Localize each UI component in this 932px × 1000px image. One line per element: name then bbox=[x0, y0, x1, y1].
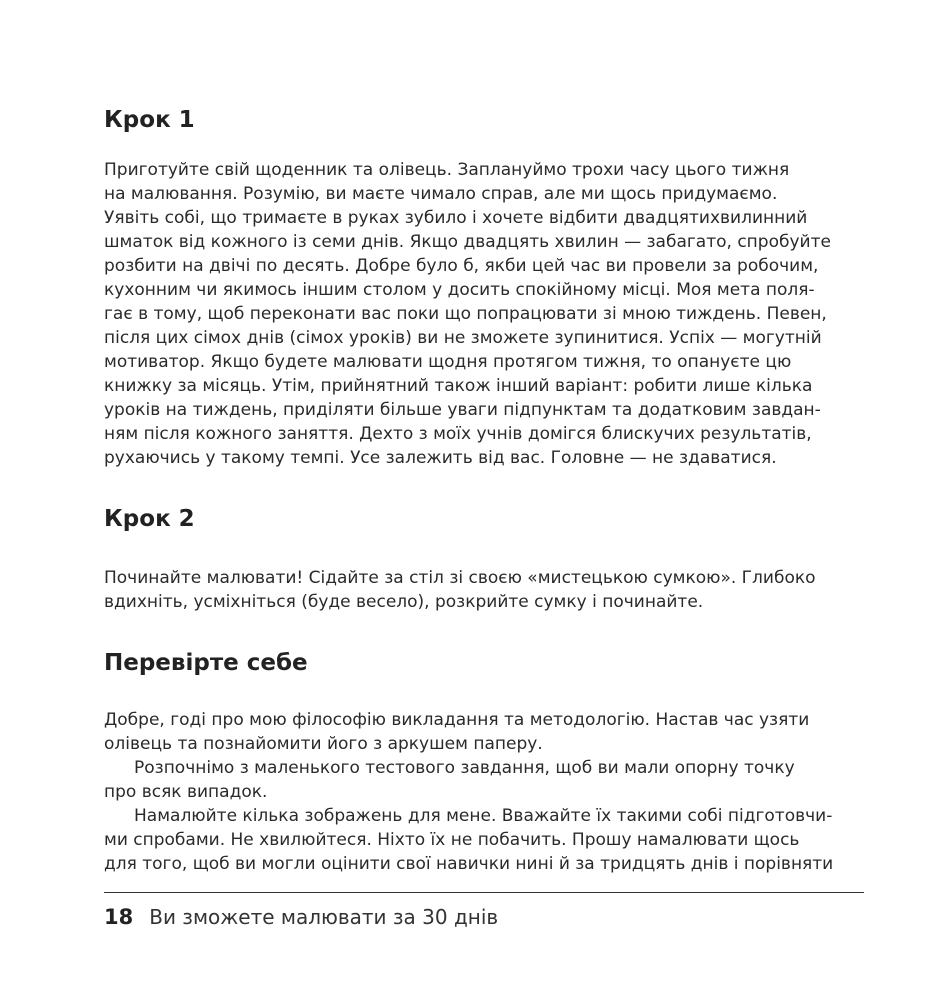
text-line: кухонним чи якимось іншим столом у досить спокійному місці. Моя мета поля- bbox=[104, 280, 815, 300]
text-line: Приготуйте свій щоденник та олівець. Заплануймо трохи часу цього тижня bbox=[104, 160, 790, 180]
text-line: гає в тому, щоб переконати вас поки що попрацювати зі мною тиждень. Певен, bbox=[104, 304, 827, 324]
text-line: книжку за місяць. Утім, прийнятний також інший варіант: робити лише кілька bbox=[104, 376, 813, 396]
text-line: олівець та познайомити його з аркушем паперу. bbox=[104, 734, 543, 754]
text-line: ми спробами. Не хвилюйтеся. Ніхто їх не побачить. Прошу намалювати щось bbox=[104, 830, 800, 850]
paragraph-step-1 bbox=[104, 158, 874, 470]
text-line: про всяк випадок. bbox=[104, 782, 268, 802]
paragraph-check-yourself bbox=[104, 708, 874, 876]
text-line: мотиватор. Якщо будете малювати щодня протягом тижня, то опануєте цю bbox=[104, 352, 792, 372]
text-line: розбити на двічі по десять. Добре було б, якби цей час ви провели за робочим, bbox=[104, 256, 819, 276]
heading-check-yourself: Перевірте себе bbox=[104, 650, 308, 676]
text-line: шматок від кожного із семи днів. Якщо двадцять хвилин — забагато, спробуйте bbox=[104, 232, 831, 252]
text-line: Розпочнімо з маленького тестового завдання, щоб ви мали опорну точку bbox=[134, 758, 795, 778]
text-line: вдихніть, усміхніться (буде весело), розкрийте сумку і починайте. bbox=[104, 592, 704, 612]
text-line: після цих сімох днів (сімох уроків) ви не зможете зупинитися. Успіх — могутній bbox=[104, 328, 822, 348]
text-line: рухаючись у такому темпі. Усе залежить від вас. Головне — не здаватися. bbox=[104, 448, 777, 468]
text-line: Уявіть собі, що тримаєте в руках зубило і хочете відбити двадцятихвилинний bbox=[104, 208, 808, 228]
heading-step-2: Крок 2 bbox=[104, 506, 195, 532]
text-line: Починайте малювати! Сідайте за стіл зі своєю «мистецькою сумкою». Глибоко bbox=[104, 568, 816, 588]
footer-divider bbox=[104, 892, 864, 893]
page-number: 18 bbox=[104, 905, 134, 929]
text-line: уроків на тиждень, приділяти більше уваги підпунктам та додатковим завдан- bbox=[104, 400, 821, 420]
page-footer bbox=[104, 902, 498, 932]
text-line: Добре, годі про мою філософію викладання та методологію. Настав час узяти bbox=[104, 710, 810, 730]
running-book-title: Ви зможете малювати за 30 днів bbox=[149, 905, 499, 929]
text-line: Намалюйте кілька зображень для мене. Вважайте їх такими собі підготовчи- bbox=[134, 806, 833, 826]
paragraph-step-2 bbox=[104, 566, 874, 614]
text-line: для того, щоб ви могли оцінити свої навички нині й за тридцять днів і порівняти bbox=[104, 854, 834, 874]
text-line: на малювання. Розумію, ви маєте чимало справ, але ми щось придумаємо. bbox=[104, 184, 778, 204]
text-line: ням після кожного заняття. Дехто з моїх учнів домігся блискучих результатів, bbox=[104, 424, 812, 444]
heading-step-1: Крок 1 bbox=[104, 107, 195, 133]
